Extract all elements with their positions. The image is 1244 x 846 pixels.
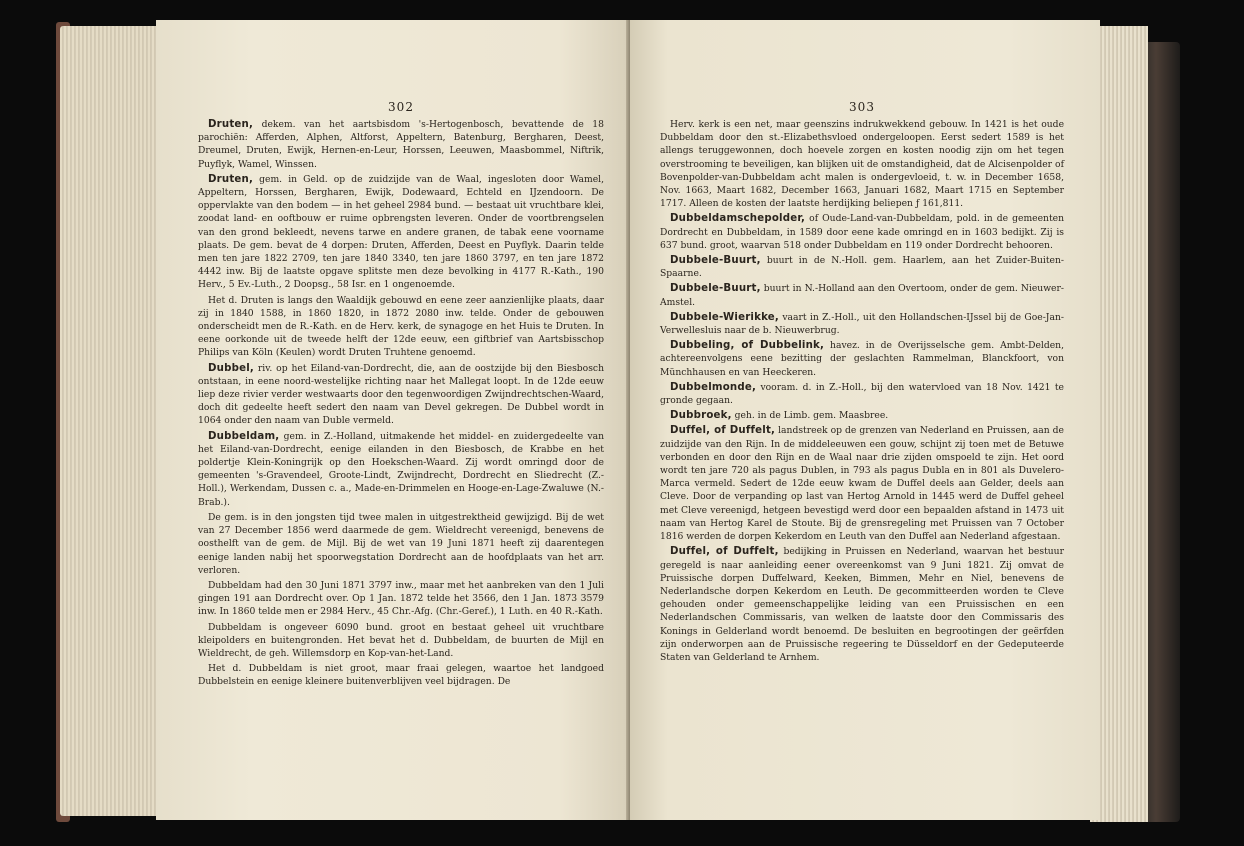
- dictionary-entry: [198, 362, 604, 428]
- dictionary-entry: [660, 424, 1064, 543]
- entry-text: gem. in Z.-Holland, uitmakende het middel- en zuidergedeelte van het Eiland-van-Dordrecht, eenige eilanden in den Biesbosch, de Krabbe en het poldertje Klein-Koningrijk op den Hoekschen-Waard. Zij wordt omringd door de gemeenten 's-Gravendeel, Groote-Lindt, Zwijndrecht, Dordrecht en Sliedrecht (Z.-Holl.), Werkendam, Dussen c. a., Made-en-Drimmelen en Hooge-en-Lage-Zwaluwe (N.-Brab.).: [198, 430, 604, 508]
- left-page: [156, 20, 630, 820]
- dictionary-entry: [198, 511, 604, 577]
- entry-text: Dubbeldam had den 30 Juni 1871 3797 inw., maar met het aanbreken van den 1 Juli gingen 191 aan Dordrecht over. Op 1 Jan. 1872 telde het 3566, den 1 Jan. 1873 3579 inw. In 1860 telde men er 2984 Herv., 45 Chr.-Afg. (Chr.-Geref.), 1 Luth. en 40 R.-Kath.: [198, 579, 604, 618]
- open-book: [60, 12, 1175, 824]
- entry-text: of Oude-Land-van-Dubbeldam, pold. in de gemeenten Dordrecht en Dubbeldam, in 1589 door eene kade omringd en in 1603 bedijkt. Zij is 637 bund. groot, waarvan 518 onder Dubbeldam en 119 onder Dordrecht behooren.: [660, 213, 1064, 251]
- entry-headword: Druten,: [208, 119, 254, 130]
- entry-text: riv. op het Eiland-van-Dordrecht, die, aan de oostzijde bij den Biesbosch ontstaan, in eene noord-westelijke richting naar het Mallegat loopt. In de 12de eeuw liep deze rivier verder westwaarts door den tegenwoordigen Zwijndrechtschen-Waard, doch dit gedeelte heeft sedert den naam van Devel gekregen. De Dubbel wordt in 1064 onder den naam van Duble vermeld.: [198, 362, 604, 427]
- entry-headword: Duffel, of Duffelt,: [670, 546, 779, 558]
- entry-headword: Druten,: [208, 173, 254, 185]
- entry-text: landstreek op de grenzen van Nederland en Pruissen, aan de zuidzijde van den Rijn. In de middeleeuwen een gouw, schijnt zij toen met de Betuwe verbonden en door den Rijn en de Waal naar drie zijden omspoeld te zijn. Het oord wordt ten jare 720 als pagus Dublen, in 793 als pagus Dubla en in 801 als Duvelero-Marca vermeld. Sedert de 12de eeuw kwam de Duffel deels aan Gelder, deels aan Cleve. Door de verpanding op last van Hertog Arnold in 1445 werd de Duffel geheel met Cleve vereenigd, hetgeen bevestigd werd door een bepaalden afstand in 1473 uit naam van Hertog Karel de Stoute. Bij de grensregeling met Pruissen van 7 October 1816 werden de dorpen Kekerdom en Leuth van den Duffel aan Nederland afgestaan.: [660, 425, 1064, 543]
- dictionary-entry: [198, 579, 604, 619]
- entry-list: [660, 118, 1064, 664]
- entry-headword: Dubbele-Buurt,: [670, 283, 761, 295]
- entry-text: buurt in de N.-Holl. gem. Haarlem, aan het Zuider-Buiten-Spaarne.: [660, 255, 1064, 280]
- entry-headword: Duffel, of Duffelt,: [670, 425, 776, 437]
- entry-headword: Dubbroek,: [670, 410, 732, 422]
- page-stack-left: [60, 26, 160, 816]
- dictionary-entry: [660, 118, 1064, 210]
- entry-text: Het d. Dubbeldam is niet groot, maar fraai gelegen, waartoe het landgoed Dubbelstein en eenige kleinere buitenverblijven veel bijdragen. De: [198, 663, 604, 688]
- entry-text: gem. in Geld. op de zuidzijde van de Waal, ingesloten door Wamel, Appeltern, Horssen, Bergharen, Ewijk, Dodewaard, Echteld en IJzendoorn. De oppervlakte van den bodem — in het geheel 2984 bund. — bestaat uit vruchtbare klei, zoodat land- en ooftbouw er ruime opbrengsten leveren. Onder de voortbrengselen van den grond bekleedt, nevens tarwe en andere granen, de tabak eene voorname plaats. De gem. bevat de 4 dorpen: Druten, Afferden, Deest en Puyflyk. Daarin telde men ten jare 1822 2709, ten jare 1840 3340, ten jare 1860 3797, en ten jare 1872 4442 inw. Bij de laatste opgave splitste men deze bevolking in 4177 R.-Kath., 190 Herv., 5 Ev.-Luth., 2 Doopsg., 58 Isr. en 1 ongenoemde.: [198, 173, 604, 291]
- dictionary-entry: [660, 381, 1064, 407]
- dictionary-entry: [198, 662, 604, 688]
- dictionary-entry: [198, 294, 604, 360]
- page-number: 302: [388, 100, 414, 114]
- entry-headword: Dubbeldam,: [208, 430, 280, 442]
- entry-text: De gem. is in den jongsten tijd twee malen in uitgestrektheid gewijzigd. Bij de wet van 27 December 1856 werd daarmede de gem. Wieldrecht vereenigd, benevens de oosthelft van de gem. de Mijl. Bij de wet van 19 Juni 1871 heeft zij daarentegen eenige landen nabij het spoorwegstation Dordrecht aan de hoofdplaats van het arr. verloren.: [198, 511, 604, 576]
- page-number: 303: [849, 100, 875, 114]
- entry-headword: Dubbele-Wierikke,: [670, 311, 779, 323]
- entry-text: Het d. Druten is langs den Waaldijk gebouwd en eene zeer aanzienlijke plaats, daar zij in 1840 1588, in 1860 1820, in 1872 2080 inw. telde. Onder de gebouwen onderscheidt men de R.-Kath. en de Herv. kerk, de synagoge en het Huis te Druten. In eene oorkonde uit de tweede helft der 12de eeuw, een giftbrief van Aartsbisschop Philips van Köln (Keulen) wordt Druten Truhtene genoemd.: [198, 294, 604, 359]
- dictionary-entry: [660, 212, 1064, 252]
- entry-text: vaart in Z.-Holl., uit den Hollandschen-IJssel bij de Goe-Jan-Verwellesluis naar de b. Nieuwerbrug.: [660, 311, 1064, 337]
- entry-headword: Dubbeldamschepolder,: [670, 213, 806, 225]
- entry-text: dekem. van het aartsbisdom 's-Hertogenbosch, bevattende de 18 parochiën: Afferden, Alphen, Altforst, Appeltern, Batenburg, Bergharen, Deest, Dreumel, Druten, Ewijk, Hernen-en-Leur, Horssen, Leeuwen, Maasbommel, Niftrik, Puyflyk, Wamel, Winssen.: [198, 119, 604, 170]
- entry-text: buurt in N.-Holland aan den Overtoom, onder de gem. Nieuwer-Amstel.: [660, 283, 1064, 308]
- entry-headword: Dubbeling, of Dubbelink,: [670, 340, 825, 352]
- dictionary-entry: [660, 254, 1064, 280]
- dictionary-entry: [198, 118, 604, 171]
- entry-headword: Dubbele-Buurt,: [670, 255, 761, 267]
- dictionary-entry: [198, 430, 604, 509]
- entry-headword: Dubbelmonde,: [670, 381, 757, 393]
- dictionary-entry: [660, 311, 1064, 337]
- dictionary-entry: [660, 409, 1064, 422]
- entry-text: geh. in de Limb. gem. Maasbree.: [731, 410, 889, 422]
- entry-text: vooram. d. in Z.-Holl., bij den watervloed van 18 Nov. 1421 te gronde gegaan.: [660, 381, 1064, 407]
- dictionary-entry: [660, 339, 1064, 379]
- right-page: [630, 20, 1100, 820]
- entry-text: Dubbeldam is ongeveer 6090 bund. groot en bestaat geheel uit vruchtbare kleipolders en buitengronden. Het bevat het d. Dubbeldam, de buurten de Mijl en Wieldrecht, de geh. Willemsdorp en Kop-van-het-Land.: [198, 621, 604, 659]
- entry-list: [198, 118, 604, 689]
- entry-text: bedijking in Pruissen en Nederland, waarvan het bestuur geregeld is naar aanleiding eener overeenkomst van 9 Juni 1821. Zij omvat de Pruissische dorpen Duffelward, Keeken, Bimmen, Mehr en Niel, benevens de Nederlandsche dorpen Kekerdom en Leuth. De gecommitteerden worden te Cleve gehouden onder gemeenschappelijke leiding van een Pruissischen en een Nederlandschen Commissaris, van welken de laatste door den Commissaris des Konings in Gelderland wordt benoemd. De besluiten en begrootingen der geërfden zijn onderworpen aan de Pruissische regeering te Düsseldorf en der Gedeputeerde Staten van Gelderland te Arnhem.: [660, 546, 1064, 663]
- dictionary-entry: [198, 173, 604, 292]
- entry-text: Herv. kerk is een net, maar geenszins indrukwekkend gebouw. In 1421 is het oude Dubbeldam door den st.-Elizabethsvloed ondergeloopen. Eerst sedert 1589 is het allengs teruggewonnen, doch hoevele zorgen en kosten noodig zijn om het tegen overstrooming te beveiligen, kan blijken uit de omstandigheid, dat de Alcisenpolder of Bovenpolder-van-Dubbeldam acht malen is ondergevloeid, t. w. in December 1658, Nov. 1663, Maart 1682, December 1663, Januari 1682, Maart 1715 en September 1717. Alleen de kosten der laatste herdijking beliepen ƒ 161,811.: [660, 119, 1064, 210]
- entry-text: havez. in de Overijsselsche gem. Ambt-Delden, achtereenvolgens eene bezitting der geslachten Rammelman, Blanckfoort, von Münchhausen en van Heeckeren.: [660, 340, 1065, 378]
- dictionary-entry: [660, 545, 1064, 664]
- entry-headword: Dubbel,: [208, 362, 254, 374]
- dictionary-entry: [660, 282, 1064, 308]
- dictionary-entry: [198, 621, 604, 661]
